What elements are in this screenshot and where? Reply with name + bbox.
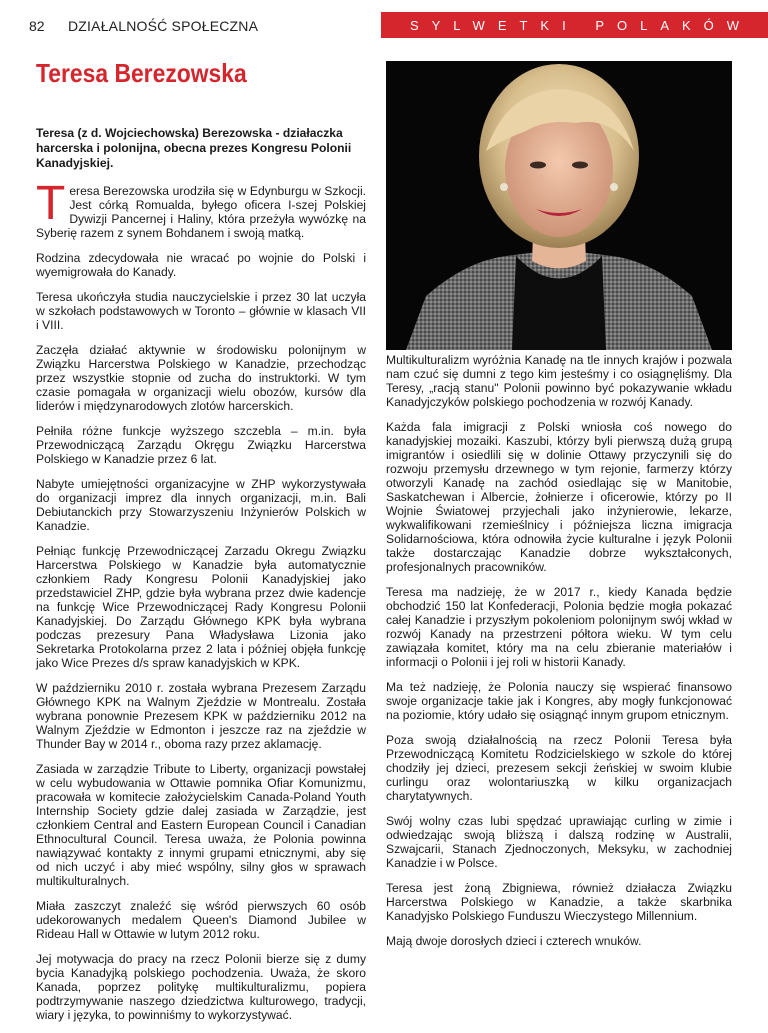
drop-cap: T <box>36 177 66 230</box>
article-lead: Teresa (z d. Wojciechowska) Berezowska - działaczka harcerska i polonijna, obecna prezes Kongresu Polonii Kanadyjskiej. <box>36 126 352 170</box>
paragraph: Jej motywacja do pracy na rzecz Polonii bierze się z dumy bycia Kanadyjką polskiego pochodzenia. Uważa, że skoro Kanada, poprzez politykę multikulturalizmu, popiera podtrzymywanie naszego dziedzictwa kulturowego, tradycji, wiary i języka, to powinniśmy to wykorzystywać. <box>36 952 366 1022</box>
right-column <box>386 353 732 959</box>
paragraph: Miała zaszczyt znaleźć się wśród pierwszych 60 osób udekorowanych medalem Queen's Diamond Jubilee w Rideau Hall w Ottawie w lutym 2012 roku. <box>36 899 366 941</box>
portrait-illustration <box>386 61 732 350</box>
paragraph: Nabyte umiejętności organizacyjne w ZHP wykorzystywała do organizacji imprez dla innych organizacji, m.in. Bali Debiutanckich przy Stowarzyszeniu Inżynierów Polskich w Kanadzie. <box>36 477 366 533</box>
paragraph: Pełniła różne funkcje wyższego szczebla – m.in. była Przewodniczącą Zarządu Okręgu Związku Harcerstwa Polskiego w Kanadzie przez 6 lat. <box>36 424 366 466</box>
paragraph: Rodzina zdecydowała nie wracać po wojnie do Polski i wyemigrowała do Kanady. <box>36 251 366 279</box>
series-banner <box>381 12 768 38</box>
article-title: Teresa Berezowska <box>36 58 247 88</box>
paragraph: Pełniąc funkcję Przewodniczącej Zarzadu Okregu Związku Harcerstwa Polskiego w Kanadzie była automatycznie członkiem Rady Kongresu Polonii Kanadyjskiej jako przedstawiciel ZHP, gdzie była wybrana przez dwie kadencje na funkcję Wice Przewodniczącej Rady Kongresu Polonii Kanadyjskiej. Do Zarządu Głównego KPK była wybrana podczas prezesury Pana Władysława Lizonia jako Sekretarka Protokolarna przez 2 lata i później objęła funkcję jako Wice Prezes d/s spraw kanadyjskich w KPK. <box>36 544 366 670</box>
series-banner-text: SYLWETKI POLAKÓW <box>409 17 753 33</box>
portrait-photo <box>386 61 732 350</box>
paragraph: Teresa ma nadzieję, że w 2017 r., kiedy Kanada będzie obchodzić 150 lat Konfederacji, Polonia będzie mogła pokazać całej Kanadzie i przyszłym pokoleniom polonijnym swój wkład w rozwój Kanady na przestrzeni półtora wieku. W tym celu zawiązała komitet, który ma na celu zbieranie materiałów i informacji o Polonii i jej roli w historii Kanady. <box>386 585 732 669</box>
paragraph: Ma też nadzieję, że Polonia nauczy się wspierać finansowo swoje organizacje takie jak i Kongres, aby mogły funkcjonować na poziomie, który udało się osiągnąć innym grupom etnicznym. <box>386 680 732 722</box>
first-paragraph-text: eresa Berezowska urodziła się w Edynburgu w Szkocji. Jest córką Romualda, byłego oficera I-szej Polskiej Dywizji Pancernej i Haliny, która przeżyła wywózkę na Syberię razem z synem Bohdanem i swoją matką. <box>36 184 366 240</box>
paragraph: Mają dwoje dorosłych dzieci i czterech wnuków. <box>386 934 642 948</box>
paragraph: Każda fala imigracji z Polski wniosła coś nowego do kanadyjskiej mozaiki. Kaszubi, którzy byli pierwszą dużą grupą imigrantów i osiedlili się w dolinie Ottawy przyczynili się do rozwoju przemysłu drzewnego w tym rejonie, farmerzy którzy otworzyli Kanadę na zachód osiedlając się w Manitobie, Saskatchewan i Albercie, żołnierze i oficerowie, którzy po II Wojnie Światowej przyjechali jako inżynierowie, lekarze, wykwalifikowani rzemieślnicy i późniejsza liczna imigracja Solidarnościowa, która odnowiła życie kulturalne i język Polonii także dostarczając Kanadzie dobrze wykształconych, profesjonalnych pracowników. <box>386 420 732 574</box>
paragraph: W październiku 2010 r. została wybrana Prezesem Zarządu Głównego KPK na Walnym Zjeździe w Montrealu. Została wybrana ponownie Prezesem KPK w październiku 2012 na Walnym Zjeździe w Edmonton i jeszcze raz na zjeździe w Thunder Bay w 2014 r., oboma razy przez aklamację. <box>36 681 366 751</box>
paragraph: Zasiada w zarządzie Tribute to Liberty, organizacji powstałej w celu wybudowania w Ottawie pomnika Ofiar Komunizmu, pracowała w komitecie założycielskim Canada-Poland Youth Internship Society gdzie dalej zasiada w Zarządzie, jest członkiem Central and Eastern European Council i Canadian Ethnocultural Council. Teresa uważa, że Polonia powinna nawiązywać kontakty z innymi grupami etnicznymi, aby się od nich uczyć i aby mieć wspólny, silny głos w sprawach multikulturalnych. <box>36 762 366 888</box>
first-paragraph <box>36 177 366 240</box>
section-heading: DZIAŁALNOŚĆ SPOŁECZNA <box>68 18 259 34</box>
paragraph: Multikulturalizm wyróżnia Kanadę na tle innych krajów i pozwala nam czuć się dumni z tego kim jesteśmy i co osiągnęliśmy. Dla Teresy, „racją stanu" Polonii powinno być pokazywanie wkładu Kanadyjczyków polskiego pochodzenia w rozwój Kanady. <box>386 353 732 409</box>
page-number: 82 <box>29 18 45 34</box>
paragraph: Zaczęła działać aktywnie w środowisku polonijnym w Związku Harcerstwa Polskiego w Kanadzie, przechodząc przez wszystkie stopnie od zucha do instruktorki. W tym czasie pomagała w organizacji wielu obozów, kursów dla liderów i międzynarodowych zlotów harcerskich. <box>36 343 366 413</box>
left-column <box>36 177 366 1033</box>
paragraph: Teresa ukończyła studia nauczycielskie i przez 30 lat uczyła w szkołach podstawowych w Toronto – głównie w klasach VII i VIII. <box>36 290 366 332</box>
paragraph: Teresa jest żoną Zbigniewa, również działacza Związku Harcerstwa Polskiego w Kanadzie, a także skarbnika Kanadyjsko Polskiego Funduszu Wieczystego Millennium. <box>386 881 732 923</box>
paragraph: Swój wolny czas lubi spędzać uprawiając curling w zimie i odwiedzając swoją bliższą i dalszą rodzinę w Australii, Szwajcarii, Stanach Zjednoczonych, Meksyku, w zachodniej Kanadzie i w Polsce. <box>386 814 732 870</box>
paragraph: Poza swoją działalnością na rzecz Polonii Teresa była Przewodniczącą Komitetu Rodzicielskiego w szkole do której chodziły jej dzieci, prezesem sekcji żeńskiej w swoim klubie curlingu oraz wolontariuszką w kilku organizacjach charytatywnych. <box>386 733 732 803</box>
